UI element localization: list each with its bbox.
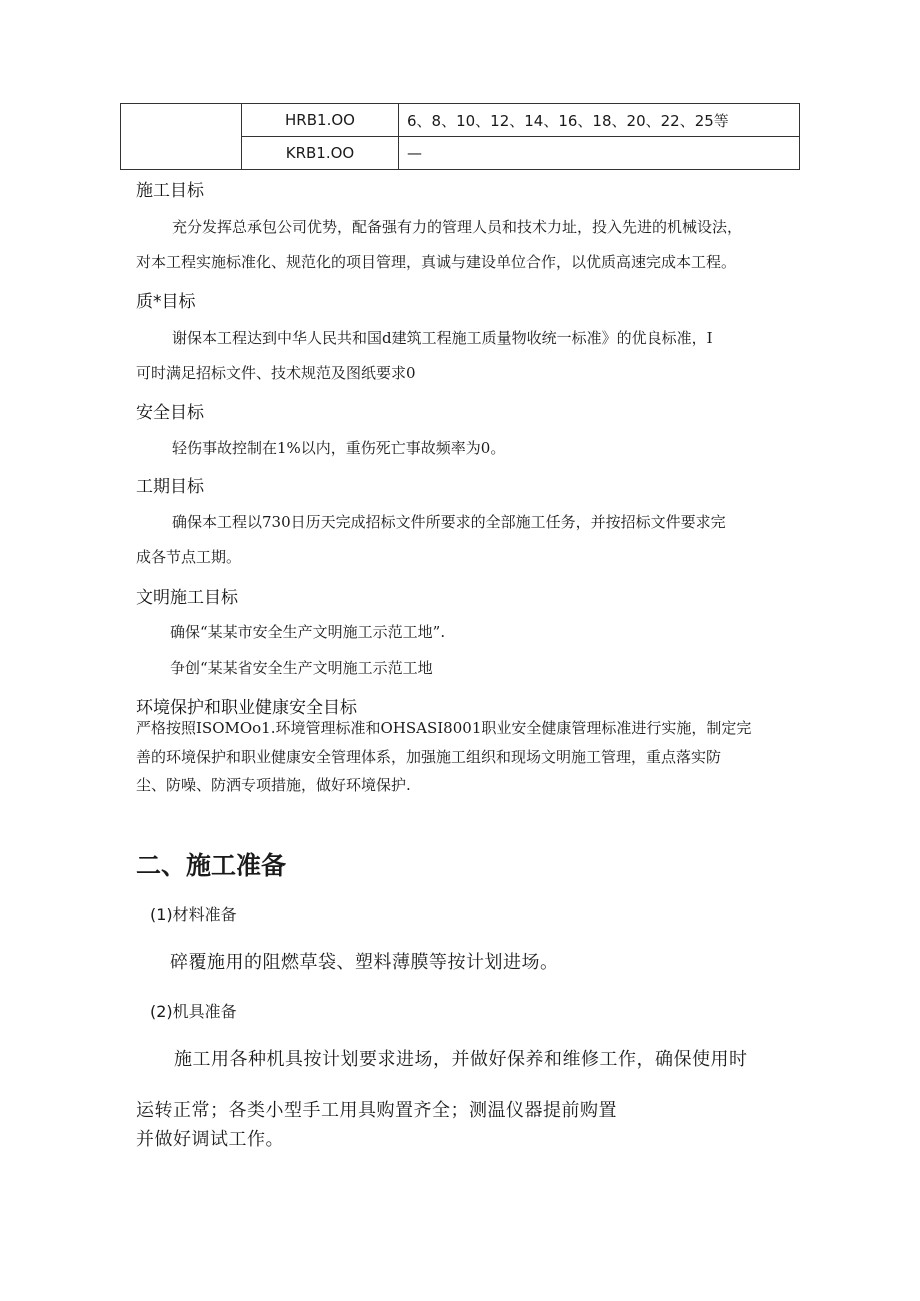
chapter-title: 二、施工准备 bbox=[136, 851, 287, 880]
paragraph-line: 运转正常；各类小型手工用具购置齐全；测温仪器提前购置 bbox=[136, 1100, 617, 1121]
table-row bbox=[121, 104, 800, 137]
paragraph-line: 谢保本工程达到中华人民共和国d建筑工程施工质量物收统一标准》的优良标准，I bbox=[172, 329, 713, 347]
paragraph-line: 对本工程实施标准化、规范化的项目管理，真诚与建设单位合作，以优质高速完成本工程。 bbox=[136, 253, 737, 271]
rebar-spec-table bbox=[120, 103, 800, 170]
heading-safety-goal: 安全目标 bbox=[136, 403, 204, 423]
heading-construction-goal: 施工目标 bbox=[136, 181, 204, 201]
paragraph-line: 确保本工程以730日历天完成招标文件所要求的全部施工任务，并按招标文件要求完 bbox=[172, 513, 726, 531]
paragraph-line: 轻伤事故控制在1%以内，重伤死亡事故频率为0。 bbox=[172, 439, 506, 457]
paragraph-line: 尘、防噪、防洒专项措施，做好环境保护. bbox=[136, 776, 411, 794]
paragraph-line: 善的环境保护和职业健康安全管理体系，加强施工组织和现场文明施工管理，重点落实防 bbox=[136, 748, 722, 766]
paragraph-line: 充分发挥总承包公司优势，配备强有力的管理人员和技术力址，投入先进的机械设法， bbox=[172, 218, 743, 236]
heading-schedule-goal: 工期目标 bbox=[136, 477, 204, 497]
paragraph-line: 争创“某某省安全生产文明施工示范工地 bbox=[170, 659, 433, 677]
paragraph-line: 并做好调试工作。 bbox=[136, 1129, 284, 1150]
paragraph-line: 可时满足招标文件、技术规范及图纸要求0 bbox=[136, 364, 416, 382]
subheading-equipment: (2)机具准备 bbox=[150, 1002, 237, 1021]
paragraph-line: 施工用各种机具按计划要求进场，并做好保养和维修工作，确保使用时 bbox=[174, 1049, 748, 1070]
heading-environment-goal: 环境保护和职业健康安全目标 bbox=[136, 698, 357, 718]
heading-civilized-goal: 文明施工目标 bbox=[136, 588, 238, 608]
table-cell-spec: — bbox=[399, 137, 800, 170]
paragraph-line: 成各节点工期。 bbox=[136, 548, 242, 566]
paragraph-line: 确保“某某市安全生产文明施工示范工地”. bbox=[170, 623, 446, 641]
paragraph-line: 碎覆施用的阻燃草袋、塑料薄膜等按计划进场。 bbox=[170, 952, 559, 973]
table-cell-grade: KRB1.OO bbox=[242, 137, 399, 170]
table-cell-empty bbox=[121, 104, 242, 170]
table-cell-spec: 6、8、10、12、14、16、18、20、22、25等 bbox=[399, 104, 800, 137]
heading-quality-goal: 质*目标 bbox=[136, 292, 196, 312]
table-cell-grade: HRB1.OO bbox=[242, 104, 399, 137]
paragraph-line: 严格按照ISOMOo1.环境管理标准和OHSASI8001职业安全健康管理标准进行实施，制定完 bbox=[136, 719, 752, 737]
subheading-material: (1)材料准备 bbox=[150, 905, 237, 924]
